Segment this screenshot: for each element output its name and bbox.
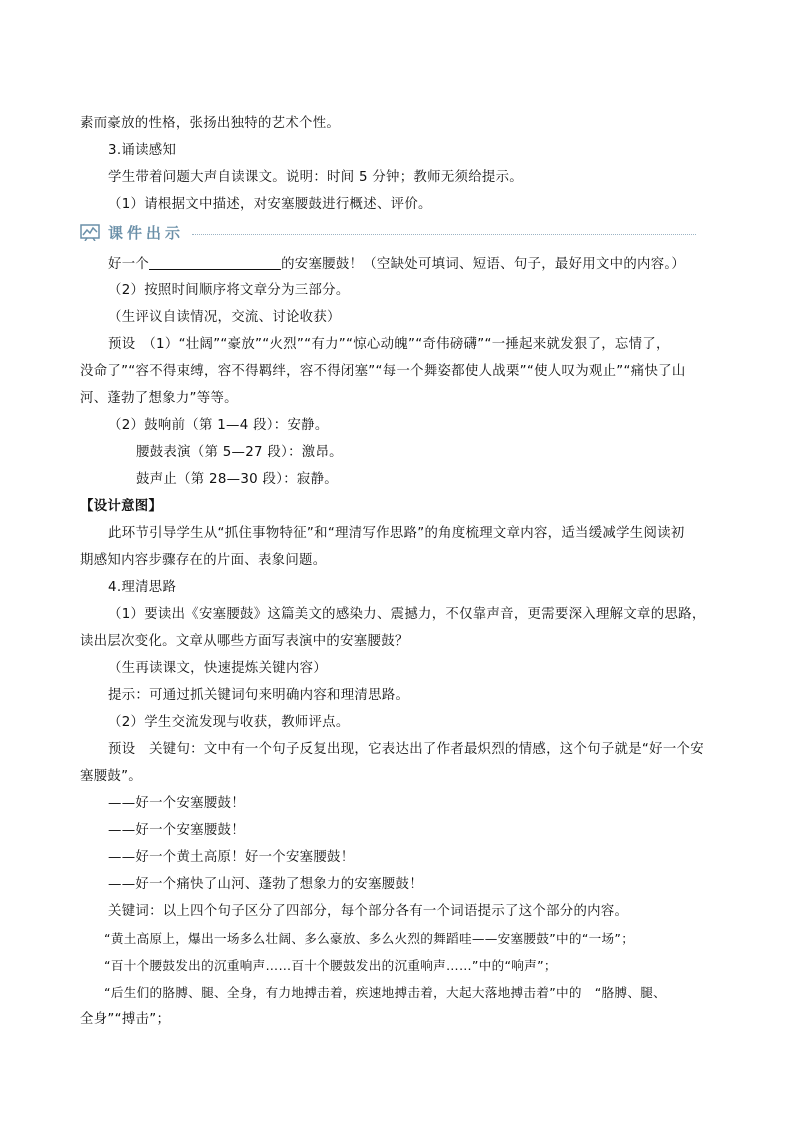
- banner-title: 课件出示: [108, 224, 185, 242]
- question-line: （1）请根据文中描述，对安塞腰鼓进行概述、评价。: [108, 197, 432, 212]
- fill-blank-line: [108, 255, 685, 274]
- quote-line: ——好一个安塞腰鼓！: [108, 823, 245, 838]
- paragraph-line: 预设 （1）“壮阔”“豪放”“火烈”“有力”“惊心动魄”“奇伟磅礴”“一捶起来就发狠了，忘情了，: [108, 337, 670, 352]
- answer-blank: [149, 255, 281, 270]
- paragraph-line: 鼓声止（第 28—30 段）：寂静。: [136, 472, 338, 487]
- paragraph-line: 塞腰鼓”。: [80, 769, 142, 784]
- paragraph-line: “黄土高原上，爆出一场多么壮阔、多么豪放、多么火烈的舞蹈哇——安塞腰鼓”中的“一场”；: [104, 931, 635, 946]
- fill-blank-suffix: 的安塞腰鼓！（空缺处可填词、短语、句子，最好用文中的内容。）: [281, 257, 686, 272]
- paragraph-line: 素而豪放的性格，张扬出独特的艺术个性。: [80, 116, 341, 131]
- quote-line: ——好一个安塞腰鼓！: [108, 796, 245, 811]
- paragraph-line: 期感知内容步骤存在的片面、表象问题。: [80, 553, 327, 568]
- paragraph-line: 全身”“搏击”；: [80, 1012, 171, 1027]
- paragraph-line: 提示：可通过抓关键词句来明确内容和理清思路。: [108, 688, 410, 703]
- question-line: （2）按照时间顺序将文章分为三部分。: [108, 283, 350, 298]
- paragraph-line: （1）要读出《安塞腰鼓》这篇美文的感染力、震撼力，不仅靠声音，更需要深入理解文章的思路，: [108, 607, 706, 622]
- chart-slide-icon: [80, 224, 100, 241]
- paragraph-line: （生再读课文，快速提炼关键内容）: [108, 661, 328, 676]
- paragraph-line: “百十个腰鼓发出的沉重响声……百十个腰鼓发出的沉重响声……”中的“响声”；: [104, 958, 557, 973]
- paragraph-line: （2）鼓响前（第 1—4 段）：安静。: [108, 418, 329, 433]
- paragraph-line: 读出层次变化。文章从哪些方面写表演中的安塞腰鼓？: [80, 634, 409, 649]
- fill-blank-prefix: 好一个: [108, 257, 150, 272]
- paragraph-line: （2）学生交流发现与收获，教师评点。: [108, 715, 350, 730]
- slide-banner: [80, 223, 696, 245]
- paragraph-line: 学生带着问题大声自读课文。说明：时间 5 分钟；教师无须给提示。: [108, 170, 523, 185]
- paragraph-line: 关键词：以上四个句子区分了四部分，每个部分各有一个词语提示了这个部分的内容。: [108, 904, 629, 919]
- paragraph-line: 此环节引导学生从“抓住事物特征”和“理清写作思路”的角度梳理文章内容，适当缓减学生阅读初: [108, 526, 685, 541]
- section-heading: 4.理清思路: [108, 580, 177, 595]
- quote-line: ——好一个黄土高原！好一个安塞腰鼓！: [108, 850, 355, 865]
- design-intent-heading: 【设计意图】: [80, 499, 163, 514]
- paragraph-line: 预设 关键句：文中有一个句子反复出现，它表达出了作者最炽烈的情感，这个句子就是“好一个安: [108, 742, 704, 757]
- section-heading: 3.诵读感知: [108, 143, 177, 158]
- paragraph-line: 河、蓬勃了想象力”等等。: [80, 391, 238, 406]
- paragraph-line: “后生们的胳膊、腿、全身，有力地搏击着，疾速地搏击着，大起大落地搏击着”中的 “胳膊、腿、: [104, 985, 667, 1000]
- quote-line: ——好一个痛快了山河、蓬勃了想象力的安塞腰鼓！: [108, 877, 423, 892]
- paragraph-line: （生评议自读情况，交流、讨论收获）: [108, 310, 341, 325]
- paragraph-line: 没命了”“容不得束缚，容不得羁绊，容不得闭塞”“每一个舞姿都使人战栗”“使人叹为观止”“痛快了山: [80, 364, 686, 379]
- banner-divider: [192, 234, 696, 235]
- paragraph-line: 腰鼓表演（第 5—27 段）：激昂。: [136, 445, 343, 460]
